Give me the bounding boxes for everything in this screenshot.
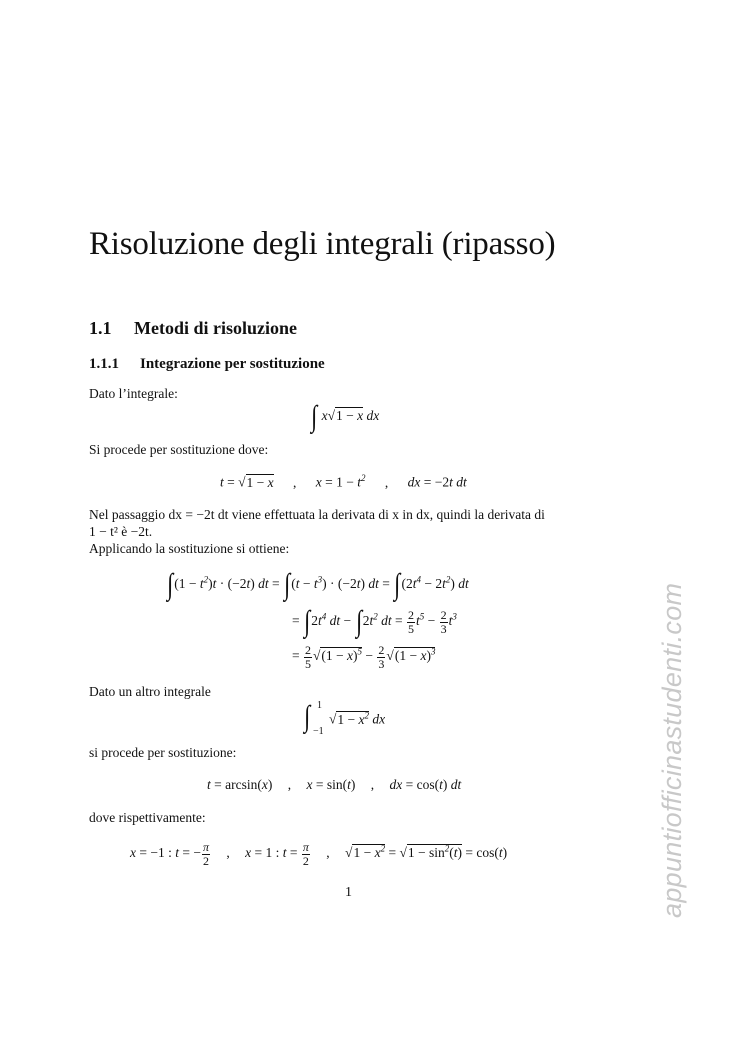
paragraph-derivative-line2: 1 − t² è −2t. (89, 524, 153, 539)
equation-3-line-1: $\int(1 - t^2)t \cdot (-2t)$ dt = $\int(t - t^3) \cdot (-2t)$ dt = $\int(2t^4 - 2t^2)$ dt (167, 568, 469, 601)
subsection-title: Integrazione per sostituzione (140, 356, 325, 372)
paragraph-another-integral: Dato un altro integrale (89, 684, 211, 699)
section-heading (89, 318, 297, 339)
paragraph-substitution: Si procede per sostituzione dove: (89, 442, 269, 457)
subsection-heading (89, 356, 325, 373)
equation-4: ∫ 1 −1 $√1 - x^2$ dx (304, 700, 386, 737)
paragraph-intro: Dato l’integrale: (89, 386, 178, 401)
equation-1: ∫ x√1 − x dx (311, 400, 380, 433)
chapter-title: Risoluzione degli integrali (ripasso) (89, 226, 556, 262)
equation-5: t = arcsin(x) , x = sin(t) , dx = cos(t) dt (207, 777, 462, 792)
integral-lower-limit: −1 (313, 726, 324, 737)
paragraph-applying: Applicando la sostituzione si ottiene: (89, 541, 290, 556)
integral-upper-limit: 1 (317, 700, 322, 711)
equation-3-line-3: = $\frac{2}{5}$ $√(1 - x)^5$ − $\frac{2}{3}$ $√(1 - x)^3$ (292, 643, 436, 671)
watermark-text: appuntiofficinastudenti.com (657, 582, 687, 918)
paragraph-respectively: dove rispettivamente: (89, 810, 206, 825)
equation-6: x = −1 : t = − $\frac{\pi}{2}$ , x = 1 : t = $\frac{\pi}{2}$ , $√1 - x^2 = √1 - \sin^2(t) = \cos(t)$ (130, 840, 508, 868)
paragraph-derivative-line1: Nel passaggio dx = −2t dt viene effettuata la derivata di x in dx, quindi la derivata di (89, 507, 545, 522)
equation-2: t = √1 − x , $x = 1 - t^2$ , dx = −2t dt (220, 473, 467, 490)
paragraph-substitution-2: si procede per sostituzione: (89, 745, 237, 760)
section-number: 1.1 (89, 318, 112, 338)
section-title: Metodi di risoluzione (134, 318, 297, 338)
equation-3-line-2: = $\int 2t^4$ dt − $\int 2t^2$ dt = $\frac{2}{5}$ $t^5$ − $\frac{2}{3}$ $t^3$ (292, 605, 457, 638)
page-number: 1 (345, 885, 352, 900)
subsection-number: 1.1.1 (89, 356, 119, 372)
